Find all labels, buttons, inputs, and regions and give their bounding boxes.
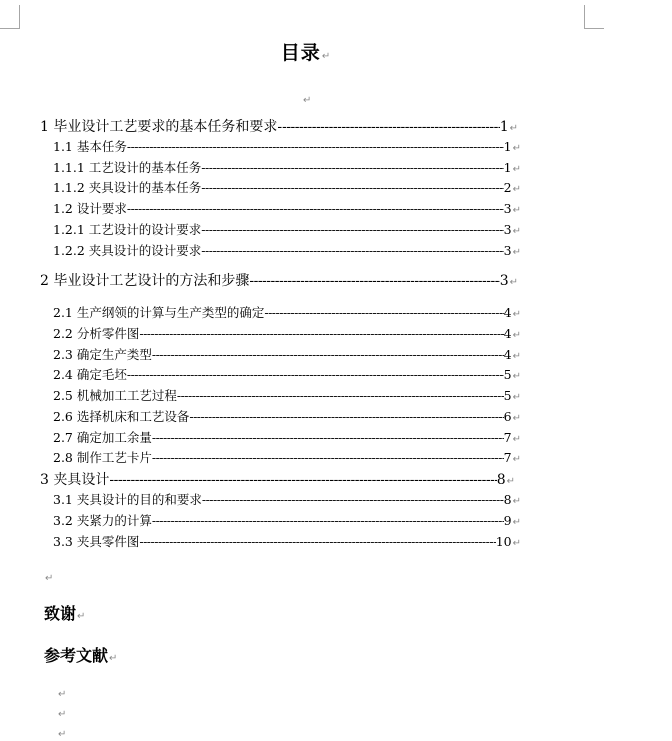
paragraph-mark-icon: ↵ [58, 729, 67, 740]
paragraph-mark-icon: ↵ [512, 454, 521, 465]
toc-entry[interactable]: 3.1 夹具设计的目的和要求 ----- 8 ↵ [53, 490, 521, 508]
page-number: 5 [503, 388, 512, 403]
dot-leader [127, 139, 504, 154]
dot-leader [177, 388, 504, 403]
dot-leader [139, 534, 495, 549]
page-number: 4 [503, 326, 512, 341]
toc-entry[interactable]: 2.4 确定毛坯 ----- 5 ↵ [53, 365, 521, 383]
paragraph-mark-icon: ↵ [512, 434, 521, 445]
page-number: 3 [499, 273, 509, 289]
page-number: 10 [495, 534, 512, 549]
toc-entry[interactable]: 1.1.1 工艺设计的基本任务 ----- 1 ↵ [53, 158, 521, 176]
toc-entry[interactable]: 2.6 选择机床和工艺设备 ----- 6 ↵ [53, 407, 521, 425]
toc-entry[interactable]: 1.1 基本任务 ----- 1 ↵ [53, 137, 521, 155]
paragraph-mark-icon: ↵ [512, 517, 521, 528]
paragraph-mark-icon: ↵ [45, 573, 54, 584]
toc-entry[interactable]: 2.5 机械加工工艺过程 ----- 5 ↵ [53, 386, 521, 404]
paragraph-mark-icon: ↵ [321, 51, 332, 62]
page-corner-top-right [584, 5, 604, 29]
toc-entry[interactable]: 3 夹具设计 ----- 8 ↵ [40, 469, 515, 489]
paragraph-mark-icon: ↵ [109, 653, 118, 664]
paragraph-mark-icon: ↵ [77, 611, 86, 622]
toc-entry[interactable]: 2.1 生产纲领的计算与生产类型的确定 ----- 4 ↵ [53, 303, 521, 321]
paragraph-mark-icon: ↵ [58, 689, 67, 700]
dot-leader [249, 273, 499, 289]
dot-leader [264, 305, 503, 320]
dot-leader [152, 430, 504, 445]
paragraph-mark-icon: ↵ [512, 413, 521, 424]
dot-leader [139, 326, 503, 341]
paragraph-mark-icon: ↵ [512, 226, 521, 237]
page-number: 3 [503, 222, 512, 237]
page-number: 1 [503, 160, 512, 175]
page-number: 3 [503, 243, 512, 258]
empty-paragraph[interactable] [57, 702, 66, 721]
page-number: 4 [503, 347, 512, 362]
paragraph-mark-icon: ↵ [512, 309, 521, 320]
paragraph-mark-icon: ↵ [512, 392, 521, 403]
dot-leader [127, 201, 504, 216]
toc-entry[interactable]: 2.3 确定生产类型 ----- 4 ↵ [53, 345, 521, 363]
dot-leader [201, 243, 503, 258]
dot-leader [202, 492, 504, 507]
paragraph-mark-icon: ↵ [58, 709, 67, 720]
paragraph-mark-icon: ↵ [512, 247, 521, 258]
paragraph-mark-icon: ↵ [506, 476, 515, 487]
page-number: 8 [503, 492, 512, 507]
paragraph-mark-icon: ↵ [509, 123, 518, 134]
dot-leader [152, 347, 504, 362]
toc-entry[interactable]: 1.2.2 夹具设计的设计要求 ----- 3 ↵ [53, 241, 521, 259]
references-heading[interactable]: 参考文献↵ [44, 646, 118, 665]
page-number: 2 [503, 180, 512, 195]
toc-entry[interactable]: 1.1.2 夹具设计的基本任务 ----- 2 ↵ [53, 178, 521, 196]
empty-paragraph[interactable] [44, 566, 53, 585]
page-number: 1 [499, 119, 509, 135]
dot-leader [282, 119, 500, 135]
dot-leader [201, 180, 503, 195]
dot-leader [127, 367, 504, 382]
dot-leader [189, 409, 503, 424]
empty-paragraph[interactable] [302, 88, 311, 107]
toc-entry[interactable]: 3.2 夹紧力的计算 ----- 9 ↵ [53, 511, 521, 529]
dot-leader [152, 450, 504, 465]
dot-leader [201, 160, 503, 175]
paragraph-mark-icon: ↵ [512, 164, 521, 175]
paragraph-mark-icon: ↵ [512, 371, 521, 382]
paragraph-mark-icon: ↵ [512, 205, 521, 216]
page-number: 7 [503, 450, 512, 465]
dot-leader [152, 513, 504, 528]
toc-entry[interactable]: 1 毕业设计工艺要求的基本任务和要求- ----- 1 ↵ [40, 116, 518, 136]
paragraph-mark-icon: ↵ [303, 95, 312, 106]
toc-entry[interactable]: 2.7 确定加工余量 ----- 7 ↵ [53, 428, 521, 446]
empty-paragraph[interactable] [57, 722, 66, 741]
page-number: 4 [503, 305, 512, 320]
page-number: 1 [503, 139, 512, 154]
paragraph-mark-icon: ↵ [512, 184, 521, 195]
paragraph-mark-icon: ↵ [512, 330, 521, 341]
page-number: 8 [496, 472, 506, 488]
empty-paragraph[interactable] [57, 682, 66, 701]
toc-entry[interactable]: 3.3 夹具零件图 ----- 10 ↵ [53, 532, 521, 550]
toc-entry[interactable]: 2 毕业设计工艺设计的方法和步骤 ----- 3 ↵ [40, 270, 518, 290]
page-corner-top-left [0, 5, 20, 29]
toc-entry[interactable]: 2.8 制作工艺卡片 ----- 7 ↵ [53, 448, 521, 466]
acknowledgement-heading[interactable]: 致谢↵ [44, 604, 86, 623]
paragraph-mark-icon: ↵ [512, 538, 521, 549]
page-number: 3 [503, 201, 512, 216]
dot-leader [109, 472, 496, 488]
toc-entry[interactable]: 2.2 分析零件图 ----- 4 ↵ [53, 324, 521, 342]
dot-leader [201, 222, 503, 237]
toc-title[interactable]: 目录↵ [280, 42, 332, 64]
page-number: 9 [503, 513, 512, 528]
paragraph-mark-icon: ↵ [512, 496, 521, 507]
toc-entry[interactable]: 1.2 设计要求 ----- 3 ↵ [53, 199, 521, 217]
page-number: 7 [503, 430, 512, 445]
paragraph-mark-icon: ↵ [512, 143, 521, 154]
toc-entry[interactable]: 1.2.1 工艺设计的设计要求 ----- 3 ↵ [53, 220, 521, 238]
paragraph-mark-icon: ↵ [509, 277, 518, 288]
page-number: 5 [503, 367, 512, 382]
paragraph-mark-icon: ↵ [512, 351, 521, 362]
page-number: 6 [503, 409, 512, 424]
